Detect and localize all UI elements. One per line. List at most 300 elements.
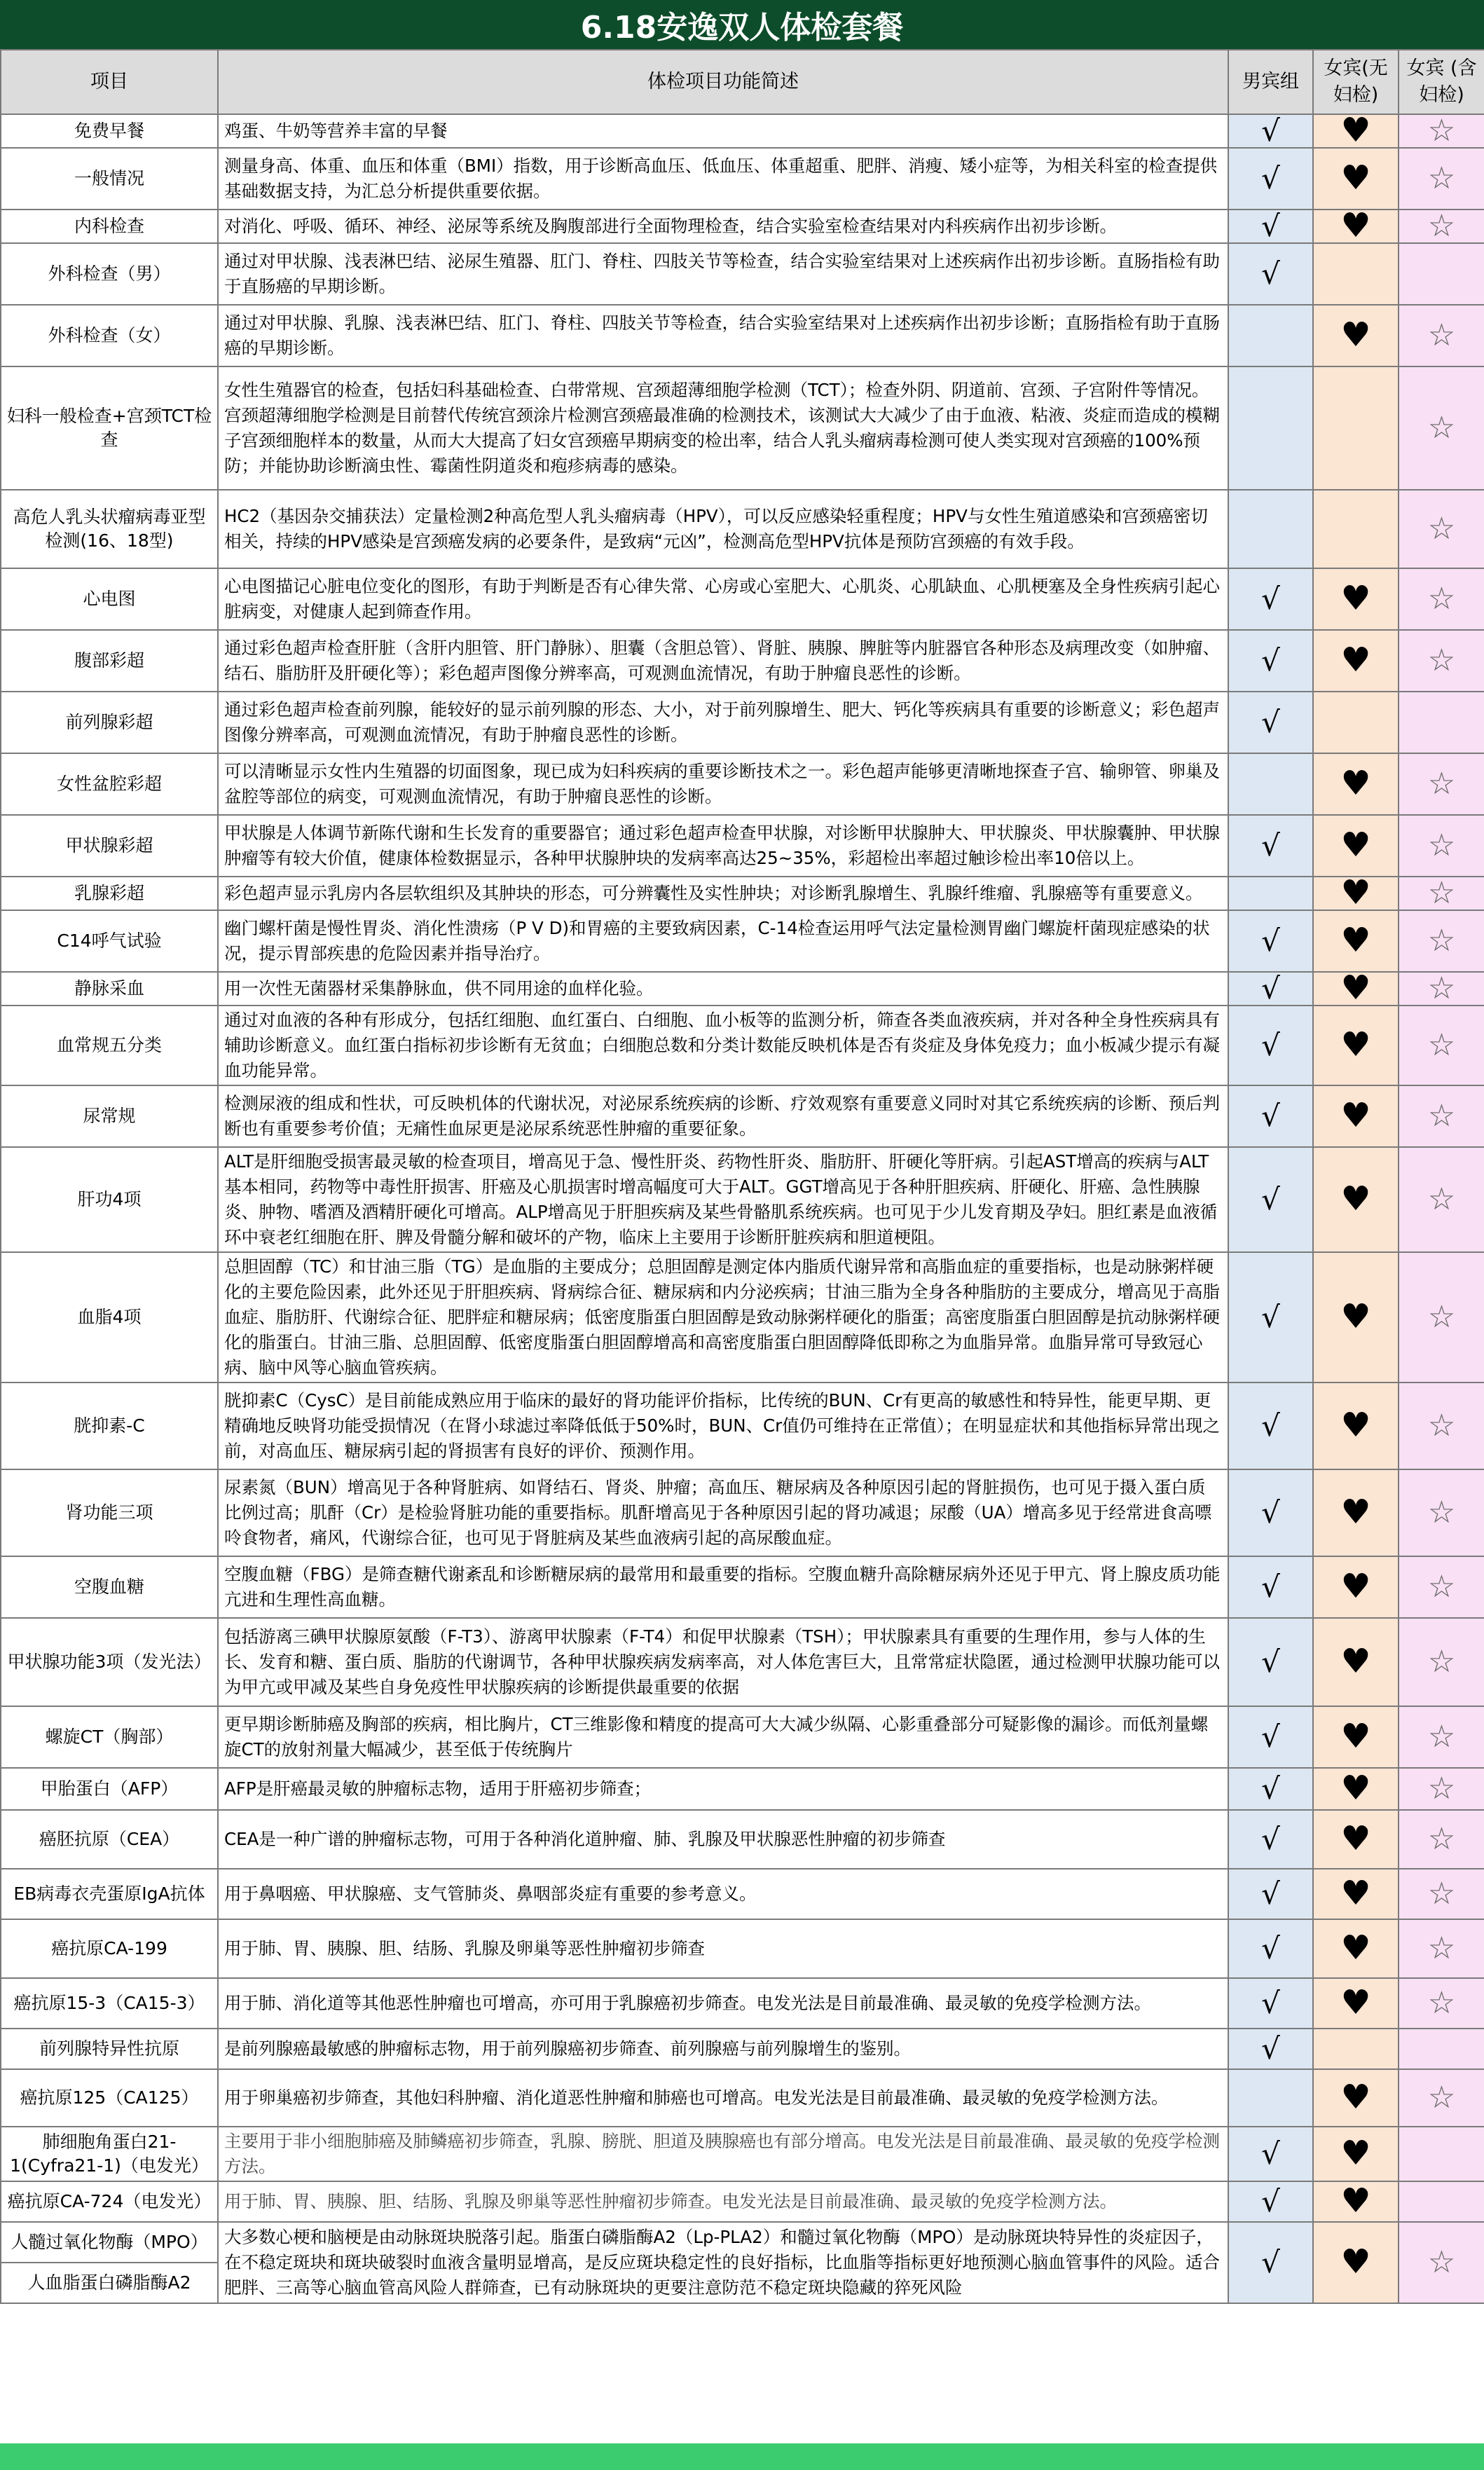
mark-female [1313,1706,1399,1768]
heart-icon: ♥ [1340,2181,1371,2221]
table-row [1,815,1484,877]
item-name: 心电图 [1,568,218,630]
item-name: 乳腺彩超 [1,877,218,910]
mark-female-gyn [1399,1556,1484,1618]
table-row [1,568,1484,630]
item-name: EB病毒衣壳蛋原IgA抗体 [1,1869,218,1919]
item-name: 癌胚抗原（CEA） [1,1810,218,1869]
heart-icon: ♥ [1340,111,1371,150]
check-icon: √ [1261,1495,1280,1530]
star-icon: ☆ [1427,317,1456,353]
heart-icon: ♥ [1340,206,1371,245]
mark-female-gyn [1399,1147,1484,1252]
star-icon: ☆ [1427,113,1456,149]
mark-female [1313,568,1399,630]
item-description: 测量身高、体重、血压和体重（BMI）指数，用于诊断高血压、低血压、体重超重、肥胖、消瘦、矮小症等，为相关科室的检查提供基础数据支持，为汇总分析提供重要依据。 [218,148,1228,210]
heart-icon: ♥ [1340,1406,1371,1445]
mark-male [1228,1469,1313,1556]
item-description: 通过彩色超声检查肝脏（含肝内胆管、肝门静脉）、胆囊（含胆总管）、肾脏、胰腺、脾脏等内脏器官各种形态及病理改变（如肿瘤、结石、脂肪肝及肝硬化等）；彩色超声图像分辨率高，可观测血流情况，有助于肿瘤良恶性的诊断。 [218,630,1228,692]
star-icon: ☆ [1427,2244,1456,2280]
mark-male [1228,1869,1313,1919]
table-row [1,1469,1484,1556]
mark-male [1228,1147,1313,1252]
check-icon: √ [1261,256,1280,291]
mark-female [1313,243,1399,305]
mark-female [1313,1919,1399,1978]
mark-female [1313,1556,1399,1618]
item-description: 甲状腺是人体调节新陈代谢和生长发育的重要器官；通过彩色超声检查甲状腺，对诊断甲状腺肿大、甲状腺炎、甲状腺囊肿、甲状腺肿瘤等有较大价值，健康体检数据显示，各种甲状腺肿块的发病率高达25~35%，彩超检出率超过触诊检出率10倍以上。 [218,815,1228,877]
item-description: 幽门螺杆菌是慢性胃炎、消化性溃疡（P V D)和胃癌的主要致病因素，C-14检查运用呼气法定量检测胃幽门螺旋杆菌现症感染的状况，提示胃部疾患的危险因素并指导治疗。 [218,910,1228,972]
table-row [1,753,1484,815]
mark-female-gyn [1399,366,1484,490]
mark-female [1313,630,1399,692]
mark-female-gyn [1399,2181,1484,2222]
heart-icon: ♥ [1340,2078,1371,2117]
mark-female [1313,753,1399,815]
star-icon: ☆ [1427,1719,1456,1755]
mark-female [1313,305,1399,366]
table-row [1,1978,1484,2029]
mark-female [1313,1469,1399,1556]
mark-male [1228,1768,1313,1810]
check-icon: √ [1261,643,1280,678]
item-description: HC2（基因杂交捕获法）定量检测2种高危型人乳头瘤病毒（HPV），可以反应感染轻重程度；HPV与女性生殖道感染和宫颈癌密切相关，持续的HPV感染是宫颈癌发病的必要条件，是致病“元凶”，检测高危型HPV抗体是预防宫颈癌的有效手段。 [218,490,1228,568]
mark-female-gyn [1399,753,1484,815]
item-description: 心电图描记心脏电位变化的图形，有助于判断是否有心律失常、心房或心室肥大、心肌炎、心肌缺血、心肌梗塞及全身性疾病引起心脏病变，对健康人起到筛查作用。 [218,568,1228,630]
check-icon: √ [1261,2245,1280,2279]
check-icon: √ [1261,582,1280,616]
item-description: 通过对甲状腺、浅表淋巴结、泌尿生殖器、肛门、脊柱、四肢关节等检查，结合实验室结果对上述疾病作出初步诊断。直肠指检有助于直肠癌的早期诊断。 [218,243,1228,305]
mark-female-gyn [1399,1919,1484,1978]
table-row [1,910,1484,972]
star-icon: ☆ [1427,643,1456,678]
item-name: 甲状腺功能3项（发光法） [1,1618,218,1706]
item-description: 尿素氮（BUN）增高见于各种肾脏病、如肾结石、肾炎、肿瘤；高血压、糖尿病及各种原因引起的肾脏损伤，也可见于摄入蛋白质比例过高；肌酐（Cr）是检验肾脏功能的重要指标。肌酐增高见于各种原因引起的肾功减退；尿酸（UA）增高多见于经常进食高嘌呤食物者，痛风，代谢综合征，也可见于肾脏病及某些血液病引起的高尿酸血症。 [218,1469,1228,1556]
item-name: 人髓过氧化物酶（MPO） [1,2222,218,2263]
checkup-table [0,49,1484,2304]
mark-female-gyn [1399,692,1484,753]
item-description: 通过对甲状腺、乳腺、浅表淋巴结、肛门、脊柱、四肢关节等检查，结合实验室结果对上述疾病作出初步诊断；直肠指检有助于直肠癌的早期诊断。 [218,305,1228,366]
check-icon: √ [1261,1931,1280,1965]
check-icon: √ [1261,1645,1280,1679]
mark-male [1228,1919,1313,1978]
mark-female-gyn [1399,630,1484,692]
mark-female-gyn [1399,1006,1484,1085]
item-description: 鸡蛋、牛奶等营养丰富的早餐 [218,114,1228,148]
item-name: 外科检查（女） [1,305,218,366]
item-description: 大多数心梗和脑梗是由动脉斑块脱落引起。脂蛋白磷脂酶A2（Lp-PLA2）和髓过氧化物酶（MPO）是动脉斑块特异性的炎症因子，在不稳定斑块和斑块破裂时血液含量明显增高，是反应斑块稳定性的良好指标，比血脂等指标更好地预测心脑血管事件的风险。适合肥胖、三高等心脑血管高风险人群筛查，已有动脉斑块的更要注意防范不稳定斑块隐藏的猝死风险 [218,2222,1228,2303]
star-icon: ☆ [1427,1876,1456,1912]
mark-male [1228,1382,1313,1469]
mark-female-gyn [1399,1768,1484,1810]
item-description: AFP是肝癌最灵敏的肿瘤标志物，适用于肝癌初步筛查； [218,1768,1228,1810]
mark-male [1228,2127,1313,2181]
star-icon: ☆ [1427,1985,1456,2021]
star-icon: ☆ [1427,1408,1456,1443]
mark-male [1228,1556,1313,1618]
star-icon: ☆ [1427,1495,1456,1530]
mark-male [1228,753,1313,815]
item-name: C14呼气试验 [1,910,218,972]
star-icon: ☆ [1427,766,1456,802]
item-name: 腹部彩超 [1,630,218,692]
item-description: 用于鼻咽癌、甲状腺癌、支气管肺炎、鼻咽部炎症有重要的参考意义。 [218,1869,1228,1919]
item-name: 胱抑素-C [1,1382,218,1469]
heart-icon: ♥ [1340,158,1371,198]
header-desc: 体检项目功能简述 [218,50,1228,114]
mark-male [1228,1006,1313,1085]
item-name: 癌抗原CA-724（电发光） [1,2181,218,2222]
heart-icon: ♥ [1340,1179,1371,1219]
mark-female-gyn [1399,243,1484,305]
check-icon: √ [1261,2184,1280,2218]
check-icon: √ [1261,1876,1280,1911]
mark-female-gyn [1399,2069,1484,2127]
mark-male [1228,2029,1313,2069]
check-icon: √ [1261,114,1280,148]
mark-female-gyn [1399,1252,1484,1382]
mark-male [1228,1618,1313,1706]
mark-male [1228,366,1313,490]
heart-icon: ♥ [1340,764,1371,803]
check-icon: √ [1261,2031,1280,2066]
item-name: 癌抗原125（CA125） [1,2069,218,2127]
mark-female [1313,2181,1399,2222]
mark-male [1228,877,1313,910]
item-name: 癌抗原15-3（CA15-3） [1,1978,218,2029]
table-row [1,2029,1484,2069]
star-icon: ☆ [1427,828,1456,863]
table-row [1,366,1484,490]
item-name: 一般情况 [1,148,218,210]
heart-icon: ♥ [1340,1297,1371,1336]
mark-female-gyn [1399,568,1484,630]
table-row [1,1768,1484,1810]
item-description: 胱抑素C（CysC）是目前能成熟应用于临床的最好的肾功能评价指标，比传统的BUN、Cr有更高的敏感性和特异性，能更早期、更精确地反映肾功能受损情况（在肾小球滤过率降低低于50%时，BUN、Cr值仍可维持在正常值）；在明显症状和其他指标异常出现之前，对高血压、糖尿病引起的肾损害有良好的评价、预测作用。 [218,1382,1228,1469]
check-icon: √ [1261,1028,1280,1062]
heart-icon: ♥ [1340,1493,1371,1532]
check-icon: √ [1261,1300,1280,1334]
mark-male [1228,243,1313,305]
item-name: 外科检查（男） [1,243,218,305]
heart-icon: ♥ [1340,825,1371,865]
table-row [1,1147,1484,1252]
mark-male [1228,630,1313,692]
check-icon: √ [1261,1182,1280,1216]
mark-female [1313,873,1399,912]
star-icon: ☆ [1427,511,1456,547]
mark-female [1313,1252,1399,1382]
mark-male [1228,815,1313,877]
mark-male [1228,910,1313,972]
item-description: 用一次性无菌器材采集静脉血，供不同用途的血样化验。 [218,972,1228,1006]
check-icon: √ [1261,828,1280,863]
item-description: 用于肺、胃、胰腺、胆、结肠、乳腺及卵巢等恶性肿瘤初步筛查。电发光法是目前最准确、最灵敏的免疫学检测方法。 [218,2181,1228,2222]
heart-icon: ♥ [1340,1983,1371,2022]
mark-female-gyn [1399,1706,1484,1768]
mark-female [1313,111,1399,150]
mark-female-gyn [1399,1085,1484,1147]
mark-male [1228,1810,1313,1869]
check-icon: √ [1261,1099,1280,1133]
table-row [1,1085,1484,1147]
item-name: 内科检查 [1,210,218,243]
heart-icon: ♥ [1340,1874,1371,1913]
check-icon: √ [1261,705,1280,739]
star-icon: ☆ [1427,2080,1456,2115]
check-icon: √ [1261,1720,1280,1754]
mark-female-gyn [1399,1810,1484,1869]
mark-female-gyn [1399,1869,1484,1919]
heart-icon: ♥ [1340,1717,1371,1756]
mark-female-gyn [1399,910,1484,972]
mark-female [1313,206,1399,245]
table-row [1,2222,1484,2263]
item-name: 螺旋CT（胸部） [1,1706,218,1768]
table-row [1,210,1484,243]
item-description: 女性生殖器官的检查，包括妇科基础检查、白带常规、宫颈超薄细胞学检测（TCT）；检查外阴、阴道前、宫颈、子宫附件等情况。宫颈超薄细胞学检测是目前替代传统宫颈涂片检测宫颈癌最准确的检测技术，该测试大大减少了由于血液、粘液、炎症而造成的模糊子宫颈细胞样本的数量，从而大大提高了妇女宫颈癌早期病变的检出率，结合人乳头瘤病毒检测可使人类实现对宫颈癌的100%预防；并能协助诊断滴虫性、霉菌性阴道炎和疱疹病毒的感染。 [218,366,1228,490]
page-title [0,0,1484,49]
heart-icon: ♥ [1340,1642,1371,1681]
item-description: 主要用于非小细胞肺癌及肺鳞癌初步筛查，乳腺、膀胱、胆道及胰腺癌也有部分增高。电发光法是目前最准确、最灵敏的免疫学检测方法。 [218,2127,1228,2181]
mark-male [1228,692,1313,753]
star-icon: ☆ [1427,581,1456,617]
mark-female [1313,910,1399,972]
item-name: 甲胎蛋白（AFP） [1,1768,218,1810]
heart-icon: ♥ [1340,2134,1371,2173]
table-row [1,148,1484,210]
mark-male [1228,1085,1313,1147]
mark-female-gyn [1399,2029,1484,2069]
item-description: 用于肺、消化道等其他恶性肿瘤也可增高，亦可用于乳腺癌初步筛查。电发光法是目前最准确、最灵敏的免疫学检测方法。 [218,1978,1228,2029]
mark-female [1313,1085,1399,1147]
item-name: 人血脂蛋白磷脂酶A2 [1,2263,218,2303]
check-icon: √ [1261,1408,1280,1443]
star-icon: ☆ [1427,1299,1456,1335]
mark-male [1228,2222,1313,2303]
item-name: 前列腺彩超 [1,692,218,753]
table-row [1,114,1484,148]
header-female: 女宾(无妇检) [1313,50,1399,114]
item-name: 高危人乳头状瘤病毒亚型检测(16、18型) [1,490,218,568]
check-icon: √ [1261,924,1280,958]
mark-male [1228,568,1313,630]
mark-female [1313,1810,1399,1869]
item-description: 检测尿液的组成和性状，可反映机体的代谢状况，对泌尿系统疾病的诊断、疗效观察有重要意义同时对其它系统疾病的诊断、预后判断也有重要参考价值；无痛性血尿更是泌尿系统恶性肿瘤的重要征象。 [218,1085,1228,1147]
mark-female [1313,366,1399,490]
mark-female-gyn [1399,114,1484,148]
item-description: 是前列腺癌最敏感的肿瘤标志物，用于前列腺癌初步筛查、前列腺癌与前列腺增生的鉴别。 [218,2029,1228,2069]
item-name: 甲状腺彩超 [1,815,218,877]
table-row [1,2069,1484,2127]
item-description: 空腹血糖（FBG）是筛查糖代谢紊乱和诊断糖尿病的最常用和最重要的指标。空腹血糖升高除糖尿病外还见于甲亢、肾上腺皮质功能亢进和生理性高血糖。 [218,1556,1228,1618]
heart-icon: ♥ [1340,1769,1371,1808]
mark-male [1228,972,1313,1006]
heart-icon: ♥ [1340,1819,1371,1858]
table-row [1,692,1484,753]
heart-icon: ♥ [1340,1025,1371,1064]
table-row [1,1556,1484,1618]
mark-female [1313,1147,1399,1252]
item-name: 妇科一般检查+宫颈TCT检查 [1,366,218,490]
check-icon: √ [1261,161,1280,195]
item-name: 肺细胞角蛋白21-1(Cyfra21-1)（电发光） [1,2127,218,2181]
table-row [1,1706,1484,1768]
mark-male [1228,2069,1313,2127]
item-description: 彩色超声显示乳房内各层软组织及其肿块的形态，可分辨囊性及实性肿块；对诊断乳腺增生、乳腺纤维瘤、乳腺癌等有重要意义。 [218,877,1228,910]
mark-female-gyn [1399,815,1484,877]
mark-female [1313,1382,1399,1469]
mark-female-gyn [1399,2127,1484,2181]
bottom-bar [0,2443,1484,2470]
header-item: 项目 [1,50,218,114]
star-icon: ☆ [1427,410,1456,446]
heart-icon: ♥ [1340,921,1371,960]
mark-female [1313,1006,1399,1085]
mark-male [1228,1252,1313,1382]
item-description: 对消化、呼吸、循环、神经、泌尿等系统及胸腹部进行全面物理检查，结合实验室检查结果对内科疾病作出初步诊断。 [218,210,1228,243]
item-name: 肝功4项 [1,1147,218,1252]
table-row [1,630,1484,692]
table-row [1,1869,1484,1919]
heart-icon: ♥ [1340,968,1371,1008]
mark-female [1313,968,1399,1008]
item-description: 总胆固醇（TC）和甘油三脂（TG）是血脂的主要成分；总胆固醇是测定体内脂质代谢异常和高脂血症的重要指标，也是动脉粥样硬化的主要危险因素，此外还见于肝胆疾病、肾病综合征、糖尿病和内分泌疾病；甘油三脂为全身各种脂肪的主要成分，增高见于高脂血症、脂肪肝、代谢综合征、肥胖症和糖尿病；低密度脂蛋白胆固醇是致动脉粥样硬化的脂蛋；高密度脂蛋白胆固醇是抗动脉粥样硬化的脂蛋白。甘油三脂、总胆固醇、低密度脂蛋白胆固醇增高和高密度脂蛋白胆固醇降低即称之为血脂异常。血脂异常可导致冠心病、脑中风等心脑血管疾病。 [218,1252,1228,1382]
mark-female-gyn [1399,210,1484,243]
mark-female [1313,2127,1399,2181]
table-row [1,1252,1484,1382]
mark-female-gyn [1399,305,1484,366]
mark-female [1313,2222,1399,2303]
mark-female-gyn [1399,1382,1484,1469]
item-description: 通过对血液的各种有形成分，包括红细胞、血红蛋白、白细胞、血小板等的监测分析，筛查各类血液疾病，并对各种全身性疾病具有辅助诊断意义。血红蛋白指标初步诊断有无贫血；白细胞总数和分类计数能反映机体是否有炎症及身体免疫力；血小板减少提示有凝血功能异常。 [218,1006,1228,1085]
star-icon: ☆ [1427,970,1456,1006]
star-icon: ☆ [1427,1644,1456,1680]
mark-female-gyn [1399,972,1484,1006]
mark-female [1313,1869,1399,1919]
item-description: 用于肺、胃、胰腺、胆、结肠、乳腺及卵巢等恶性肿瘤初步筛查 [218,1919,1228,1978]
star-icon: ☆ [1427,1821,1456,1857]
mark-male [1228,305,1313,366]
mark-female-gyn [1399,490,1484,568]
heart-icon: ♥ [1340,315,1371,355]
star-icon: ☆ [1427,923,1456,959]
table-row [1,243,1484,305]
mark-male [1228,1706,1313,1768]
check-icon: √ [1261,1570,1280,1604]
table-row [1,305,1484,366]
table-row [1,1618,1484,1706]
check-icon: √ [1261,1986,1280,2020]
item-description: ALT是肝细胞受损害最灵敏的检查项目，增高见于急、慢性肝炎、药物性肝炎、脂肪肝、肝硬化等肝病。引起AST增高的疾病与ALT基本相同，药物等中毒性肝损害、肝癌及心肌损害时增高幅度可大于ALT。GGT增高见于各种肝胆疾病、肝硬化、肝癌、急性胰腺炎、肿物、嗜酒及酒精肝硬化可增高。ALP增高见于肝胆疾病及某些骨骼肌系统疾病。也可见于少儿发育期及孕妇。胆红素是血液循环中衰老红细胞在肝、脾及骨髓分解和破坏的产物，临床上主要用于诊断肝脏疾病和胆道梗阻。 [218,1147,1228,1252]
check-icon: √ [1261,1771,1280,1806]
item-description: 包括游离三碘甲状腺原氨酸（F-T3）、游离甲状腺素（F-T4）和促甲状腺素（TSH）；甲状腺素具有重要的生理作用，参与人体的生长、发育和糖、蛋白质、脂肪的代谢调节，各种甲状腺疾病发病率高，对人体危害巨大，且常常症状隐匿，通过检测甲状腺功能可以为甲亢或甲减及某些自身免疫性甲状腺疾病的诊断提供最重要的依据 [218,1618,1228,1706]
item-name: 静脉采血 [1,972,218,1006]
heart-icon: ♥ [1340,579,1371,618]
table-body [1,111,1484,2303]
table-row [1,2127,1484,2181]
mark-male [1228,210,1313,243]
check-icon: √ [1261,2136,1280,2171]
item-name: 空腹血糖 [1,1556,218,1618]
mark-female [1313,490,1399,568]
mark-male [1228,490,1313,568]
heart-icon: ♥ [1340,873,1371,912]
star-icon: ☆ [1427,1569,1456,1605]
mark-female [1313,1978,1399,2029]
item-description: 更早期诊断肺癌及胸部的疾病，相比胸片，CT三维影像和精度的提高可大大减少纵隔、心影重叠部分可疑影像的漏诊。而低剂量螺旋CT的放射剂量大幅减少，甚至低于传统胸片 [218,1706,1228,1768]
star-icon: ☆ [1427,1027,1456,1063]
mark-female-gyn [1399,1978,1484,2029]
item-description: 通过彩色超声检查前列腺，能较好的显示前列腺的形态、大小，对于前列腺增生、肥大、钙化等疾病具有重要的诊断意义；彩色超声图像分辨率高，可观测血流情况，有助于肿瘤良恶性的诊断。 [218,692,1228,753]
item-description: CEA是一种广谱的肿瘤标志物，可用于各种消化道肿瘤、肺、乳腺及甲状腺恶性肿瘤的初步筛查 [218,1810,1228,1869]
mark-female [1313,148,1399,210]
mark-female-gyn [1399,2222,1484,2303]
table-row [1,1382,1484,1469]
star-icon: ☆ [1427,160,1456,196]
mark-male [1228,1978,1313,2029]
item-name: 血脂4项 [1,1252,218,1382]
star-icon: ☆ [1427,875,1456,911]
star-icon: ☆ [1427,208,1456,244]
heart-icon: ♥ [1340,1096,1371,1135]
item-name: 血常规五分类 [1,1006,218,1085]
mark-female [1313,692,1399,753]
table-row [1,490,1484,568]
mark-female [1313,2029,1399,2069]
heart-icon: ♥ [1340,1567,1371,1606]
item-name: 癌抗原CA-199 [1,1919,218,1978]
header-female-gyn: 女宾 (含妇检) [1399,50,1484,114]
mark-female [1313,2069,1399,2127]
mark-male [1228,114,1313,148]
item-description: 可以清晰显示女性内生殖器的切面图象，现已成为妇科疾病的重要诊断技术之一。彩色超声能够更清晰地探查子宫、输卵管、卵巢及盆腔等部位的病变，可观测血流情况，有助于肿瘤良恶性的诊断。 [218,753,1228,815]
mark-male [1228,148,1313,210]
heart-icon: ♥ [1340,1928,1371,1968]
check-icon: √ [1261,971,1280,1006]
item-name: 肾功能三项 [1,1469,218,1556]
mark-female [1313,815,1399,877]
mark-female [1313,1768,1399,1810]
heart-icon: ♥ [1340,640,1371,680]
mark-female-gyn [1399,1469,1484,1556]
table-row [1,1919,1484,1978]
item-name: 免费早餐 [1,114,218,148]
star-icon: ☆ [1427,1098,1456,1134]
item-name: 女性盆腔彩超 [1,753,218,815]
mark-female-gyn [1399,1618,1484,1706]
table-row [1,1006,1484,1085]
item-name: 尿常规 [1,1085,218,1147]
header-row [1,50,1484,114]
table-row [1,1810,1484,1869]
table-row [1,972,1484,1006]
check-icon: √ [1261,1822,1280,1856]
mark-female [1313,1618,1399,1706]
mark-male [1228,2181,1313,2222]
item-name: 前列腺特异性抗原 [1,2029,218,2069]
heart-icon: ♥ [1340,2242,1371,2282]
table-row [1,877,1484,910]
table-row [1,2181,1484,2222]
header-male: 男宾组 [1228,50,1313,114]
mark-female-gyn [1399,148,1484,210]
star-icon: ☆ [1427,1771,1456,1806]
page-title-text: 6.18安逸双人体检套餐 [580,10,904,46]
star-icon: ☆ [1427,1930,1456,1966]
star-icon: ☆ [1427,1181,1456,1217]
check-icon: √ [1261,209,1280,243]
